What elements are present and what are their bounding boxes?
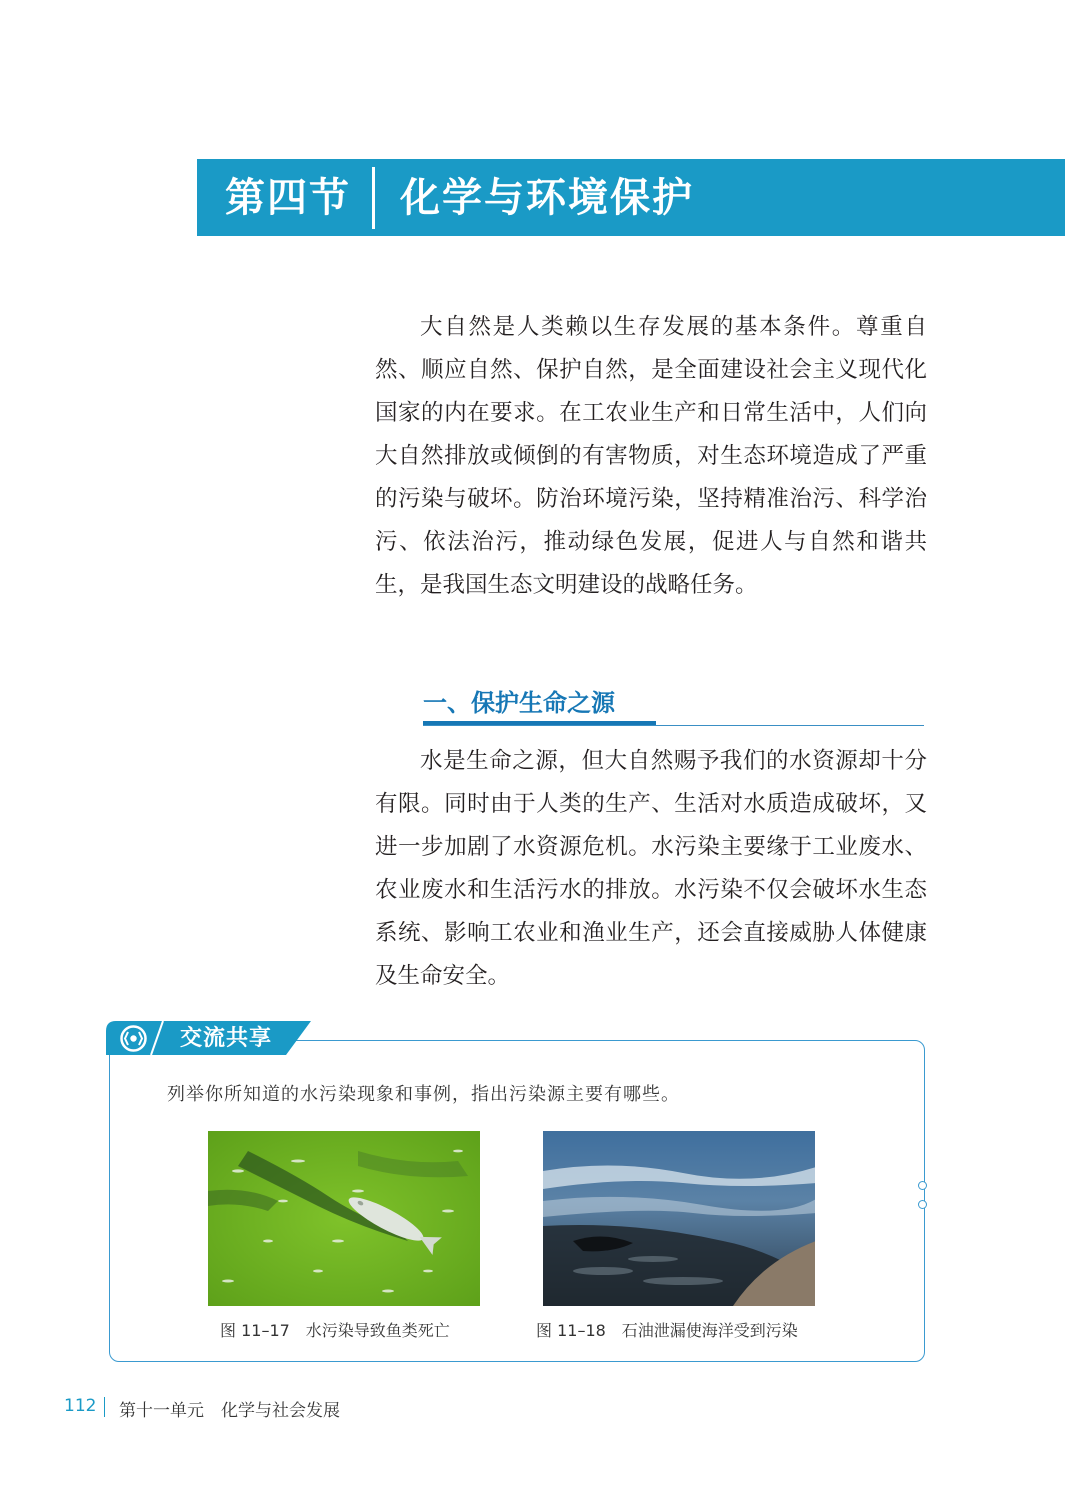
footer-divider — [104, 1397, 105, 1417]
footer-unit-title: 第十一单元 化学与社会发展 — [119, 1401, 340, 1421]
exchange-icon — [119, 1024, 148, 1053]
oil-spill-photo — [543, 1131, 815, 1306]
section-title-bar — [197, 159, 1065, 236]
discussion-tab-label: 交流共享 — [180, 1026, 273, 1051]
section-number: 第四节 — [225, 174, 351, 221]
intro-paragraph: 大自然是人类赖以生存发展的基本条件。尊重自然、顺应自然、保护自然，是全面建设社会主义现代化国家的内在要求。在工农业生产和日常生活中，人们向大自然排放或倾倒的有害物质，对生态环境造成了严重的污染与破坏。防治环境污染，坚持精准治污、科学治污、依法治污，推动绿色发展，促进人与自然和谐共生，是我国生态文明建设的战略任务。 — [375, 314, 927, 598]
title-divider — [372, 167, 375, 229]
box-decoration-dot — [918, 1181, 927, 1190]
dead-fish-photo — [208, 1131, 480, 1306]
section-heading: 一、保护生命之源 — [423, 689, 615, 717]
page-number: 112 — [64, 1396, 97, 1416]
discussion-question: 列举你所知道的水污染现象和事例，指出污染源主要有哪些。 — [167, 1084, 680, 1105]
figure-caption: 图 11–17 水污染导致鱼类死亡 — [220, 1321, 450, 1340]
section-paragraph: 水是生命之源，但大自然赐予我们的水资源却十分有限。同时由于人类的生产、生活对水质造成破坏，又进一步加剧了水资源危机。水污染主要缘于工业废水、农业废水和生活污水的排放。水污染不仅会破坏水生态系统、影响工农业和渔业生产，还会直接威胁人体健康及生命安全。 — [375, 748, 927, 989]
heading-rule — [423, 725, 924, 726]
figure-caption: 图 11–18 石油泄漏使海洋受到污染 — [536, 1321, 798, 1340]
heading-rule-accent — [423, 721, 656, 725]
section-title: 化学与环境保护 — [400, 174, 694, 221]
box-decoration-dot — [918, 1200, 927, 1209]
